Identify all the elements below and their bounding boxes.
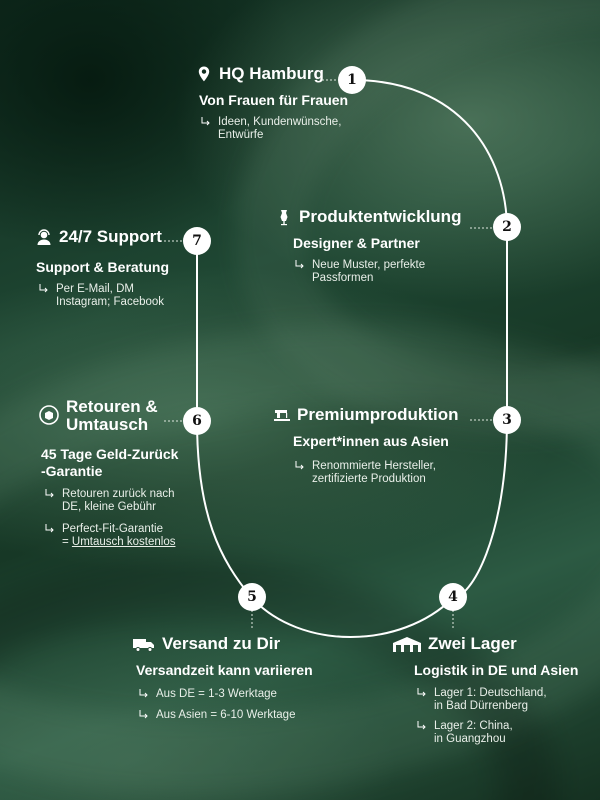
station-title-support: 24/7 Support <box>35 227 162 247</box>
return-arrow-icon <box>294 460 306 486</box>
return-arrow-icon <box>44 488 56 514</box>
station-detail: Lager 2: China, in Guangzhou <box>416 720 513 746</box>
station-title-hq-hamburg: HQ Hamburg <box>195 64 324 84</box>
station-title-retouren: Retouren & Umtausch <box>38 398 158 434</box>
station-subtitle: Logistik in DE und Asien <box>414 662 579 678</box>
route-line <box>197 80 507 637</box>
support-agent-icon <box>35 228 53 246</box>
step-badge-5: 5 <box>238 583 266 611</box>
location-pin-icon <box>195 65 213 83</box>
station-detail: Renommierte Hersteller, zertifizierte Produktion <box>294 460 436 486</box>
station-detail: Perfect-Fit-Garantie = Umtausch kostenlos <box>44 523 175 549</box>
leader-lines <box>164 80 494 630</box>
return-arrow-icon <box>416 687 428 713</box>
station-detail: Ideen, Kundenwünsche, Entwürfe <box>200 116 341 142</box>
station-detail: Aus Asien = 6-10 Werktage <box>138 709 295 722</box>
step-badge-1: 1 <box>338 66 366 94</box>
step-badge-3: 3 <box>493 406 521 434</box>
station-subtitle: Designer & Partner <box>293 235 420 251</box>
station-detail: Aus DE = 1-3 Werktage <box>138 688 277 701</box>
station-subtitle: Expert*innen aus Asien <box>293 433 449 449</box>
step-badge-7: 7 <box>183 227 211 255</box>
return-box-icon <box>38 404 60 426</box>
dress-form-icon <box>275 208 293 226</box>
station-detail: Lager 1: Deutschland, in Bad Dürrenberg <box>416 687 547 713</box>
station-subtitle: Von Frauen für Frauen <box>199 92 349 108</box>
warehouse-icon <box>392 635 422 653</box>
station-title-produktentwicklung: Produktentwicklung <box>275 207 461 227</box>
step-badge-4: 4 <box>439 583 467 611</box>
return-arrow-icon <box>138 688 150 701</box>
delivery-truck-icon <box>132 635 156 653</box>
station-detail: Per E-Mail, DM Instagram; Facebook <box>38 283 164 309</box>
station-title-versand: Versand zu Dir <box>132 634 280 654</box>
return-arrow-icon <box>38 283 50 309</box>
station-detail: Retouren zurück nach DE, kleine Gebühr <box>44 488 175 514</box>
return-arrow-icon <box>44 523 56 549</box>
sewing-machine-icon <box>273 406 291 424</box>
return-arrow-icon <box>200 116 212 142</box>
station-subtitle: 45 Tage Geld-Zurück -Garantie <box>41 446 179 479</box>
station-detail: Neue Muster, perfekte Passformen <box>294 259 425 285</box>
return-arrow-icon <box>138 709 150 722</box>
step-badge-6: 6 <box>183 407 211 435</box>
exchange-free-link[interactable]: Umtausch kostenlos <box>71 536 176 548</box>
return-arrow-icon <box>294 259 306 285</box>
step-badge-2: 2 <box>493 213 521 241</box>
station-subtitle: Support & Beratung <box>36 259 169 275</box>
return-arrow-icon <box>416 720 428 746</box>
station-title-zwei-lager: Zwei Lager <box>392 634 517 654</box>
station-subtitle: Versandzeit kann variieren <box>136 662 313 678</box>
station-title-premiumproduktion: Premiumproduktion <box>273 405 459 425</box>
